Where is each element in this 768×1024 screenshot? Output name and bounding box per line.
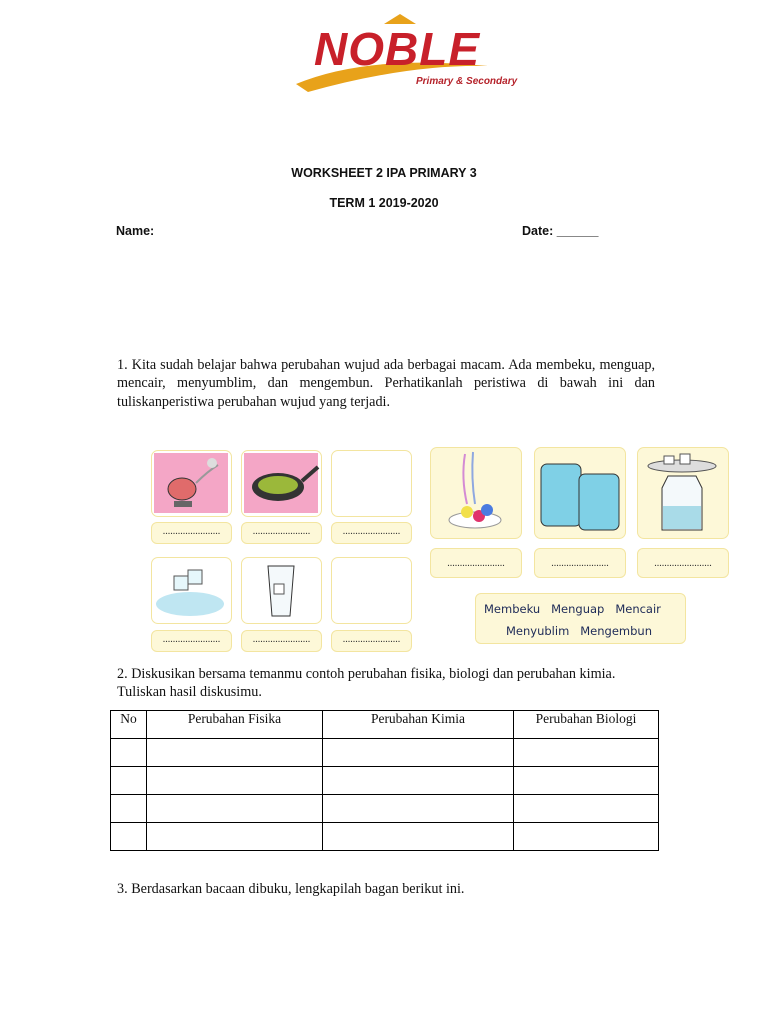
table-cell[interactable] — [514, 795, 659, 823]
melting-ice-icon — [152, 558, 230, 622]
answer-blank[interactable]: ....................... — [534, 548, 626, 578]
word-bank — [475, 593, 686, 644]
question-1-text: 1. Kita sudah belajar bahwa perubahan wujud ada berbagai macam. Ada membeku, menguap, mencair, menyumblim, dan mengembun. Perhatikanlah peristiwa di bawah ini dan tuliskanperistiwa perubahan wujud yang terjadi. — [117, 357, 655, 410]
table-cell[interactable] — [323, 739, 514, 767]
table-cell[interactable] — [323, 795, 514, 823]
jar-icon — [638, 448, 727, 537]
answer-blank[interactable]: ....................... — [331, 630, 412, 652]
table-cell[interactable] — [514, 739, 659, 767]
table-cell[interactable] — [323, 823, 514, 851]
question-3-text: 3. Berdasarkan bacaan dibuku, lengkapilah bagan berikut ini. — [117, 881, 465, 897]
answer-blank[interactable]: ....................... — [241, 522, 322, 544]
ice-cubes-icon — [535, 448, 624, 537]
table-header-no: No — [111, 711, 147, 739]
table-cell[interactable] — [514, 823, 659, 851]
picture-ice-cubes — [534, 447, 626, 539]
answer-blank[interactable]: ....................... — [151, 630, 232, 652]
table-cell[interactable] — [147, 767, 323, 795]
table-row — [111, 795, 659, 823]
table-header-fisika: Perubahan Fisika — [147, 711, 323, 739]
date-label: Date: ______ — [522, 224, 599, 238]
table-cell[interactable] — [147, 823, 323, 851]
term-label: TERM 1 2019-2020 — [329, 196, 439, 210]
worksheet-title: WORKSHEET 2 IPA PRIMARY 3 — [291, 166, 477, 180]
word-bank-line-2: Menyublim Mengembun — [506, 624, 652, 638]
table-cell[interactable] — [147, 739, 323, 767]
table-cell[interactable] — [323, 767, 514, 795]
question-2-text: 2. Diskusikan bersama temanmu contoh perubahan fisika, biologi dan perubahan kimia. Tuliskan hasil diskusimu. — [117, 666, 616, 701]
table-row — [111, 823, 659, 851]
word-bank-line-1: Membeku Menguap Mencair — [484, 602, 661, 616]
picture-candle-eggs — [430, 447, 522, 539]
frying-pan-icon — [242, 451, 320, 515]
table-row — [111, 767, 659, 795]
candle-eggs-icon — [431, 448, 520, 537]
table-header-biologi: Perubahan Biologi — [514, 711, 659, 739]
kettle-icon — [152, 451, 230, 515]
table-row — [111, 739, 659, 767]
glass-with-ice-icon — [242, 558, 320, 622]
picture-frying-pan — [241, 450, 322, 517]
answer-blank[interactable]: ....................... — [331, 522, 412, 544]
picture-ice-on-jar — [637, 447, 729, 539]
name-label: Name: — [116, 224, 155, 238]
table-cell[interactable] — [111, 767, 147, 795]
answer-blank[interactable]: ....................... — [637, 548, 729, 578]
picture-glass-ice — [241, 557, 322, 624]
table-header-kimia: Perubahan Kimia — [323, 711, 514, 739]
answer-blank[interactable]: ....................... — [151, 522, 232, 544]
logo-brand-text: NOBLE — [314, 23, 480, 75]
picture-melting-ice — [151, 557, 232, 624]
table-cell[interactable] — [147, 795, 323, 823]
picture-empty-2 — [331, 557, 412, 624]
changes-table — [110, 710, 659, 851]
table-cell[interactable] — [111, 795, 147, 823]
table-cell[interactable] — [111, 823, 147, 851]
table-cell[interactable] — [111, 739, 147, 767]
table-header-row — [111, 711, 659, 739]
answer-blank[interactable]: ....................... — [430, 548, 522, 578]
logo-subtitle: Primary & Secondary — [416, 76, 518, 87]
answer-blank[interactable]: ....................... — [241, 630, 322, 652]
school-logo — [288, 14, 523, 96]
picture-kettle — [151, 450, 232, 517]
table-cell[interactable] — [514, 767, 659, 795]
picture-empty-1 — [331, 450, 412, 517]
